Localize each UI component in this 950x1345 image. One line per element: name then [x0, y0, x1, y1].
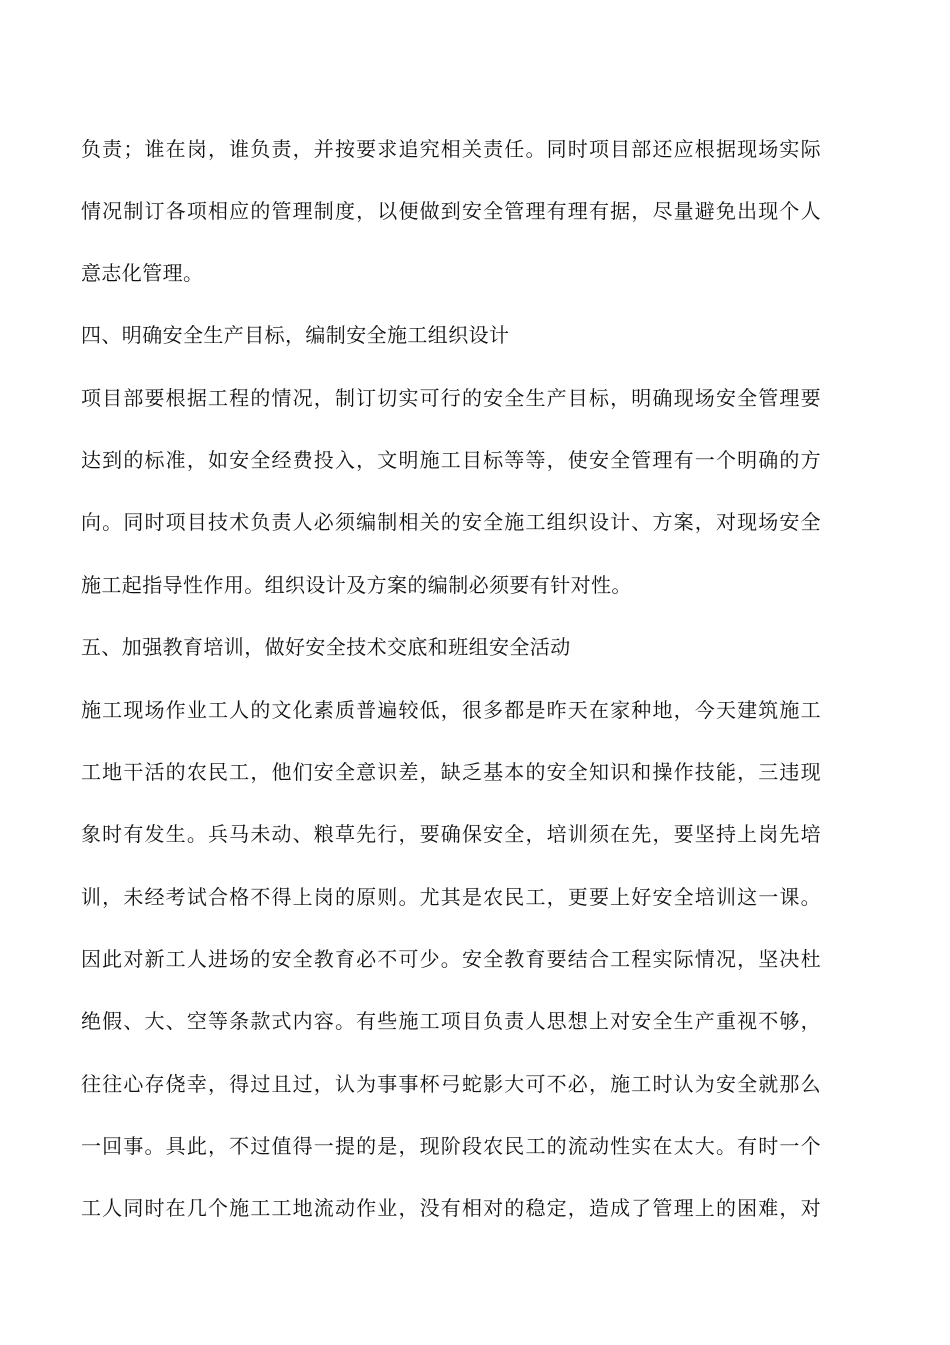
body-text-line: 往往心存侥幸，得过且过，认为事事杯弓蛇影大可不必，施工时认为安全就那么	[81, 1072, 821, 1096]
body-text-line: 工地干活的农民工，他们安全意识差，缺乏基本的安全知识和操作技能，三违现	[81, 760, 821, 784]
body-text-line: 工人同时在几个施工工地流动作业，没有相对的稳定，造成了管理上的困难，对	[81, 1196, 821, 1220]
section-heading: 五、加强教育培训，做好安全技术交底和班组安全活动	[81, 635, 571, 659]
body-text-line: 情况制订各项相应的管理制度，以便做到安全管理有理有据，尽量避免出现个人	[81, 199, 821, 223]
body-text-line: 施工现场作业工人的文化素质普遍较低，很多都是昨天在家种地，今天建筑施工	[81, 698, 821, 722]
body-text-line: 一回事。具此，不过值得一提的是，现阶段农民工的流动性实在太大。有时一个	[81, 1134, 821, 1158]
body-text-line: 达到的标准，如安全经费投入，文明施工目标等等，使安全管理有一个明确的方	[81, 448, 821, 472]
body-text-line: 项目部要根据工程的情况，制订切实可行的安全生产目标，明确现场安全管理要	[81, 386, 821, 410]
body-text-line: 象时有发生。兵马未动、粮草先行，要确保安全，培训须在先，要坚持上岗先培	[81, 822, 821, 846]
body-text-line: 意志化管理。	[81, 261, 204, 285]
body-text-line: 因此对新工人进场的安全教育必不可少。安全教育要结合工程实际情况，坚决杜	[81, 947, 821, 971]
body-text-line: 向。同时项目技术负责人必须编制相关的安全施工组织设计、方案，对现场安全	[81, 510, 821, 534]
body-text-line: 训，未经考试合格不得上岗的原则。尤其是农民工，更要上好安全培训这一课。	[81, 885, 821, 909]
body-text-line: 施工起指导性作用。组织设计及方案的编制必须要有针对性。	[81, 573, 632, 597]
section-heading: 四、明确安全生产目标，编制安全施工组织设计	[81, 323, 510, 347]
body-text-line: 绝假、大、空等条款式内容。有些施工项目负责人思想上对安全生产重视不够，	[81, 1009, 821, 1033]
body-text-line: 负责；谁在岗，谁负责，并按要求追究相关责任。同时项目部还应根据现场实际	[81, 137, 821, 161]
